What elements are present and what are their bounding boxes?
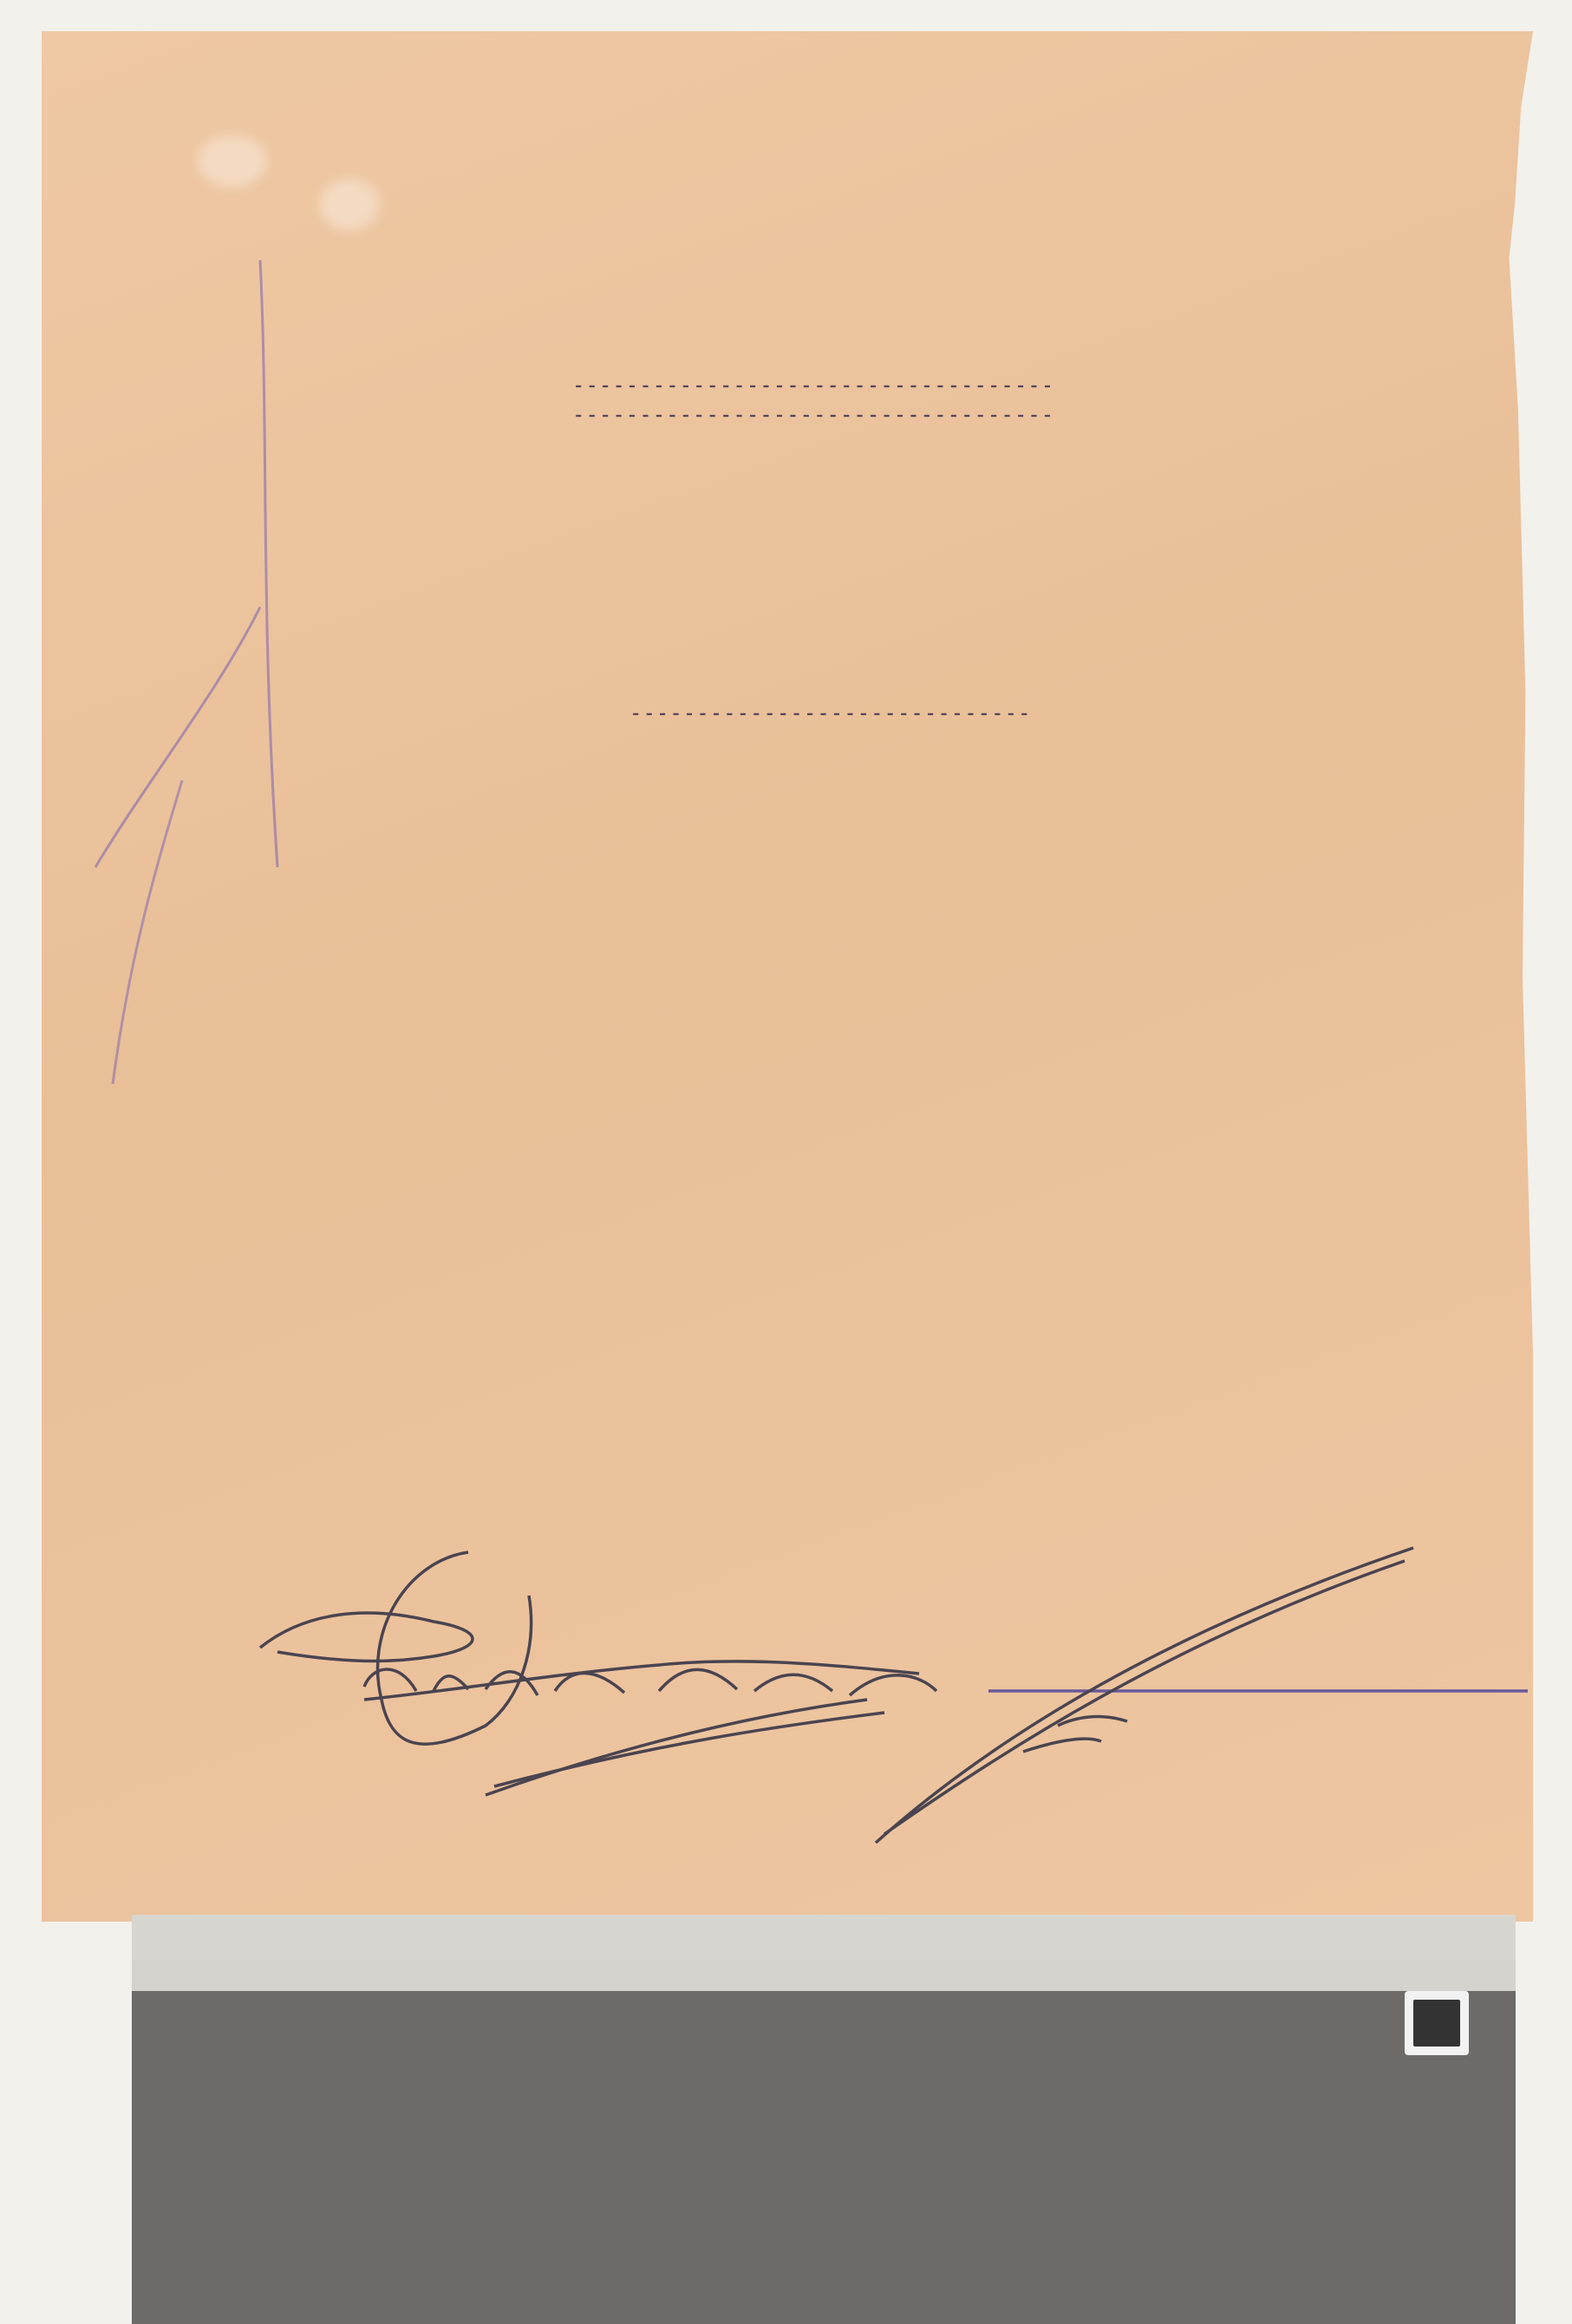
subject-rule: ------------------------------: [629, 701, 1032, 725]
margin-ink-stroke: [113, 780, 182, 1084]
color-patches: [132, 2095, 1516, 2324]
kodak-logo-text: [1413, 2000, 1460, 2047]
inch-ruler: [132, 1915, 1516, 1960]
margin-ink-stroke: [95, 607, 260, 867]
heading-rule: ------------------------------------: [572, 373, 1055, 397]
administrator-signature: [876, 1548, 1528, 1843]
patch-labels: [132, 2053, 1516, 2088]
secretary-signature: [260, 1552, 936, 1795]
kodak-color-card: [132, 1915, 1516, 2324]
cm-ruler: [132, 1960, 1516, 1991]
kodak-logo: [1405, 1991, 1469, 2055]
margin-ink-stroke: [260, 260, 277, 867]
heading-rule: ------------------------------------: [572, 402, 1055, 427]
